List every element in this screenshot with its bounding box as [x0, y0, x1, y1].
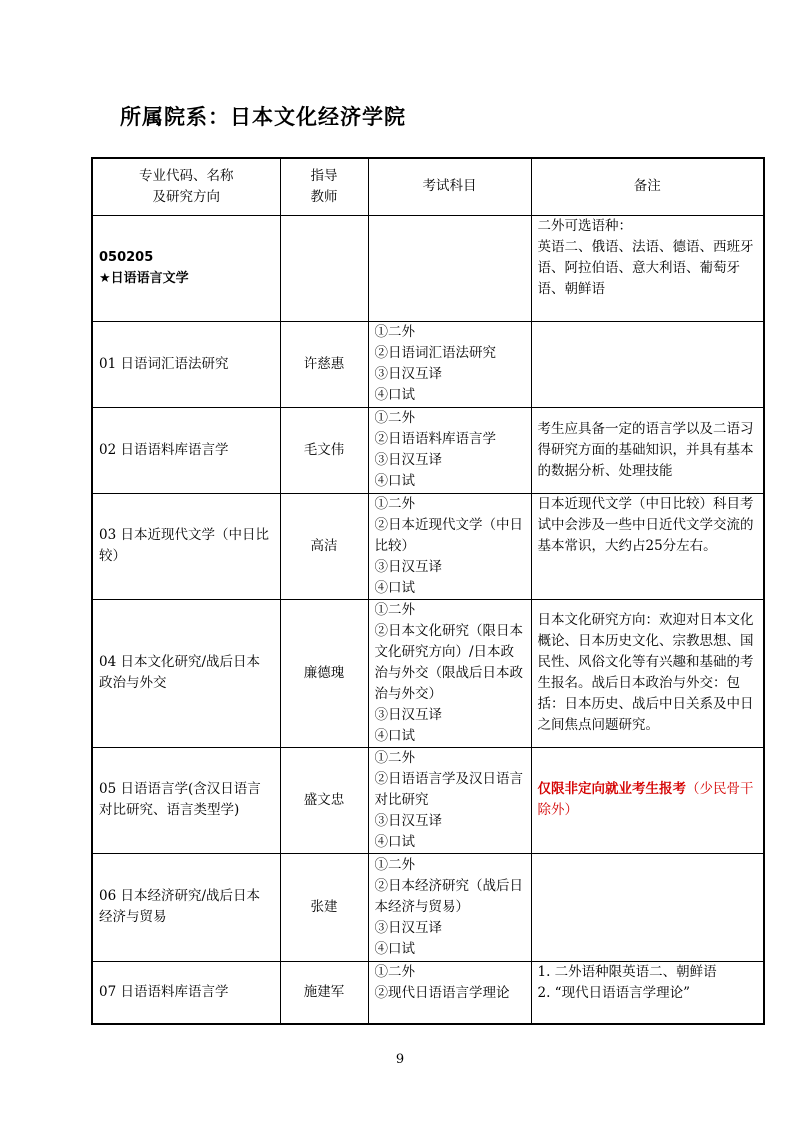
- page-number: 9: [395, 1052, 405, 1067]
- major-code: 050205: [99, 250, 154, 265]
- subject-item: ②日语语料库语言学: [374, 431, 496, 447]
- major-name: ★日语语言文学: [99, 271, 189, 286]
- subjects-cell: [368, 407, 531, 493]
- subject-item: ①二外: [374, 495, 415, 512]
- note-cell: [531, 599, 764, 747]
- subject-item: ④口试: [374, 579, 415, 596]
- subject-item: ④口试: [374, 833, 415, 850]
- page-title: 所属院系：日本文化经济学院: [120, 105, 406, 129]
- major-note-line: 二外可选语种：: [537, 217, 632, 234]
- note-cell: [531, 493, 764, 599]
- direction-cell: 06 日本经济研究/战后日本经济与贸易: [92, 853, 280, 961]
- header-subjects: 考试科目: [368, 158, 531, 215]
- subject-item: ①二外: [374, 856, 415, 873]
- note-cell: [531, 747, 764, 853]
- tutor-cell: 许慈惠: [280, 321, 368, 407]
- note-text: 日本文化研究方向：欢迎对日本文化概论、日本历史文化、宗教思想、国民性、风俗文化等有兴趣和基础的考生报名。战后日本政治与外交：包括：日本历史、战后中日关系及中日之间焦点问题研究。: [537, 612, 754, 733]
- note-text: 日本近现代文学（中日比较）科目考试中会涉及一些中日近代文学交流的基本常识，大约占25分左右。: [537, 495, 754, 554]
- subject-item: ④口试: [374, 387, 415, 403]
- subject-item: ①二外: [374, 963, 415, 980]
- subject-item: ④口试: [374, 727, 415, 744]
- note-cell: [531, 407, 764, 493]
- note-cell: [531, 961, 764, 1024]
- table-row: [92, 747, 764, 853]
- subjects-cell: [368, 853, 531, 961]
- subjects-cell: [368, 961, 531, 1024]
- major-cell: [92, 215, 280, 321]
- subject-item: ③日汉互译: [374, 812, 442, 829]
- major-table: [91, 157, 765, 1025]
- table-row: [92, 853, 764, 961]
- tutor-cell-empty: [280, 215, 368, 321]
- subjects-cell: [368, 599, 531, 747]
- note-cell: [531, 853, 764, 961]
- header-major: 专业代码、名称 及研究方向: [92, 158, 280, 215]
- subject-item: ①二外: [374, 601, 415, 618]
- subject-item: ③日汉互译: [374, 366, 442, 382]
- subject-item: ②日语词汇语法研究: [374, 345, 496, 361]
- subject-item: ①二外: [374, 749, 415, 766]
- table-row: [92, 961, 764, 1024]
- subject-item: ③日汉互译: [374, 919, 442, 936]
- direction-cell: 04 日本文化研究/战后日本政治与外交: [92, 599, 280, 747]
- table-row: [92, 493, 764, 599]
- direction-cell: 02 日语语料库语言学: [92, 407, 280, 493]
- table-row-major: [92, 215, 764, 321]
- tutor-cell: 廉德瑰: [280, 599, 368, 747]
- table-header-row: [92, 158, 764, 215]
- major-note-cell: [531, 215, 764, 321]
- table-row: [92, 321, 764, 407]
- subjects-cell: [368, 321, 531, 407]
- header-notes: 备注: [531, 158, 764, 215]
- direction-cell: 07 日语语料库语言学: [92, 961, 280, 1024]
- tutor-cell: 张建: [280, 853, 368, 961]
- subjects-cell: [368, 747, 531, 853]
- tutor-cell: 高洁: [280, 493, 368, 599]
- subject-item: ④口试: [374, 940, 415, 957]
- subject-item: ②日本近现代文学（中日比较）: [374, 516, 523, 554]
- direction-cell: 05 日语语言学(含汉日语言对比研究、语言类型学): [92, 747, 280, 853]
- tutor-cell: 盛文忠: [280, 747, 368, 853]
- subjects-cell-empty: [368, 215, 531, 321]
- note-cell: [531, 321, 764, 407]
- restriction-exception: （少民骨干除外）: [537, 781, 754, 818]
- subject-item: ①二外: [374, 410, 415, 426]
- note-line: 2. “现代日语语言学理论”: [537, 984, 690, 1001]
- major-note-line: 英语二、俄语、法语、德语、西班牙语、阿拉伯语、意大利语、葡萄牙语、朝鲜语: [537, 238, 754, 297]
- note-text: 考生应具备一定的语言学以及二语习得研究方面的基础知识，并具有基本的数据分析、处理技能: [537, 420, 754, 479]
- tutor-cell: 施建军: [280, 961, 368, 1024]
- subject-item: ③日汉互译: [374, 558, 442, 575]
- subject-item: ①二外: [374, 324, 415, 340]
- subject-item: ③日汉互译: [374, 452, 442, 468]
- table-row: [92, 599, 764, 747]
- note-line: 1. 二外语种限英语二、朝鲜语: [537, 963, 717, 980]
- subject-item: ②日语语言学及汉日语言对比研究: [374, 770, 523, 808]
- subject-item: ④口试: [374, 473, 415, 489]
- restriction-text: 仅限非定向就业考生报考: [537, 781, 686, 797]
- direction-cell: 01 日语词汇语法研究: [92, 321, 280, 407]
- subject-item: ③日汉互译: [374, 706, 442, 723]
- table-row: [92, 407, 764, 493]
- subject-item: ②日本经济研究（战后日本经济与贸易）: [374, 877, 523, 915]
- subject-item: ②现代日语语言学理论: [374, 984, 510, 1001]
- subjects-cell: [368, 493, 531, 599]
- header-tutor: 指导 教师: [280, 158, 368, 215]
- subject-item: ②日本文化研究（限日本文化研究方向）/日本政治与外交（限战后日本政治与外交）: [374, 622, 523, 702]
- direction-cell: 03 日本近现代文学（中日比较）: [92, 493, 280, 599]
- tutor-cell: 毛文伟: [280, 407, 368, 493]
